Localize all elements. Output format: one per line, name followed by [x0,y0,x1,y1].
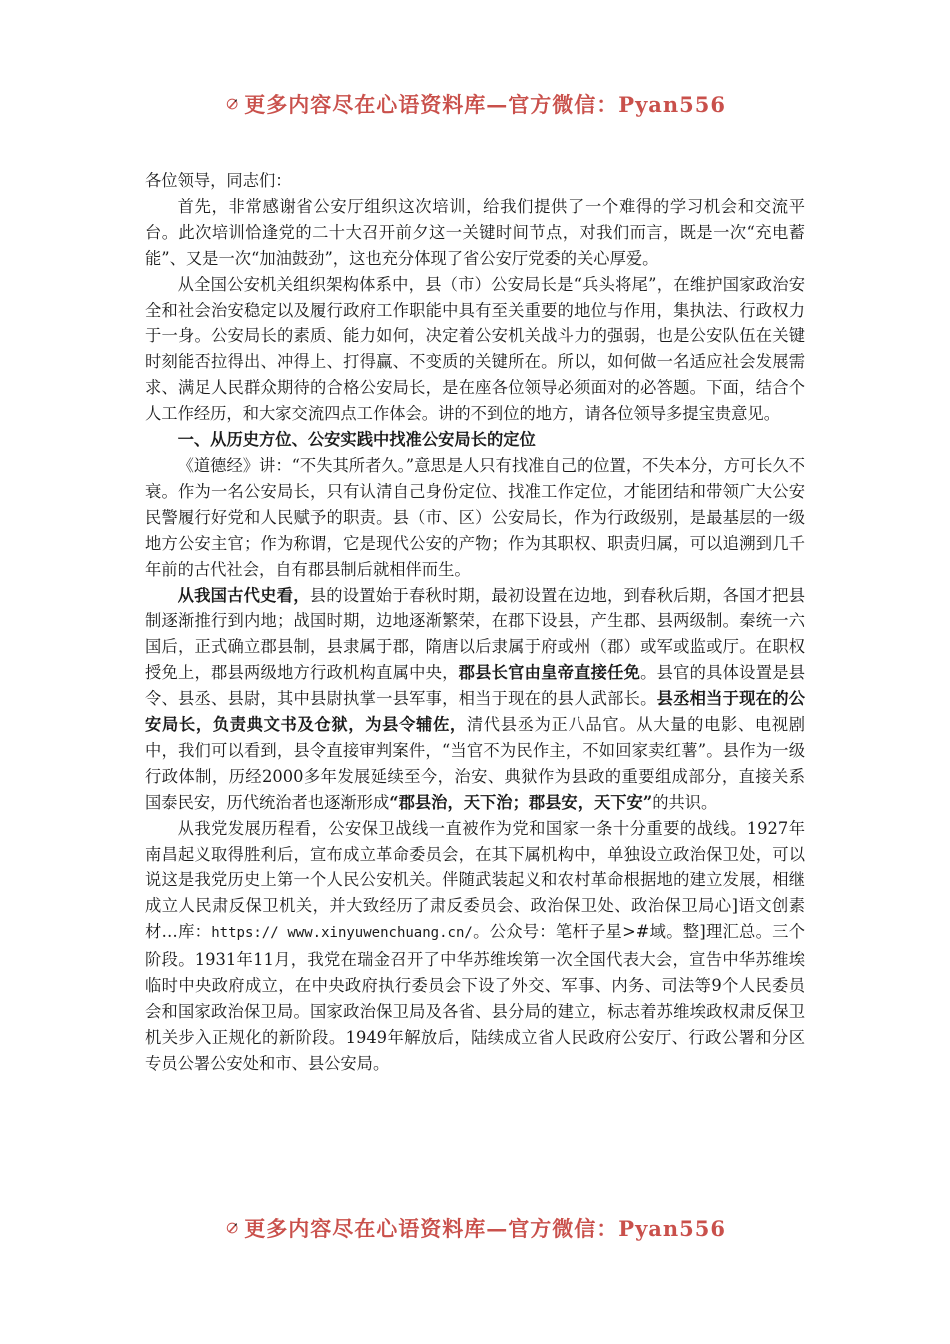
footer-banner [226,1208,726,1248]
brush-logo-icon [226,85,238,123]
paragraph-daodejing: 《道德经》讲：“不失其所者久。”意思是人只有找准自己的位置，不失本分，方可长久不衰。作为一名公安局长，只有认清自己身份定位、找准工作定位，才能团结和带领广大公安民警履行好党和人民赋予的职责。县（市、区）公安局长，作为行政级别，是最基层的一级地方公安主官；作为称谓，它是现代公安的产物；作为其职权、职责归属，可以追溯到几千年前的古代社会，自有郡县制后就相伴而生。 [145,455,805,579]
paragraph-intro: 首先，非常感谢省公安厅组织这次培训，给我们提供了一个难得的学习机会和交流平台。此次培训恰逢党的二十大召开前夕这一关键时间节点，对我们而言，既是一次“充电蓄能”、又是一次“加油鼓劲”，这也充分体现了省公安厅党委的关心厚爱。 [145,196,805,268]
bold-phrase: “郡县治，天下治；郡县安，天下安” [389,792,653,812]
salutation: 各位领导，同志们： [145,171,292,190]
bold-phrase: 郡县长官由皇帝直接任免 [458,663,641,683]
paragraph-role: 从全国公安机关组织架构体系中，县（市）公安局长是“兵头将尾”，在维护国家政治安全和社会治安稳定以及履行政府工作职能中具有至关重要的地位与作用，集执法、行政权力于一身。公安局长的素质、能力如何，决定着公安机关战斗力的强弱，也是公安队伍在关键时刻能否拉得出、冲得上、打得赢、不变质的关键所在。所以，如何做一名适应社会发展需求、满足人民群众期待的合格公安局长，是在座各位领导必须面对的必答题。下面，结合个人工作经历，和大家交流四点工作体会。讲的不到位的地方，请各位领导多提宝贵意见。 [145,274,805,424]
text-run: 从我党发展历程看，公安保卫战线一直被作为党和国家一条十分重要的战线。1927年南昌起义取得胜利后，宣布成立革命委员会，在其下属机构中，单独设立政治保卫处，可以说这是我党历史上第一个人民公安机关。伴随武装起义和农村革命根据地的建立发展，相继成立人民肃反保卫机关，并大致经历了肃反委员会、政治保卫处、政治保卫局心]语文创素材…库： [145,818,805,942]
bold-phrase: 县丞相当于现在的公安局长，负责典文书及仓狱，为县令辅佐， [145,689,805,735]
footer-banner-text: 更多内容尽在心语资料库—官方微信：Pyan556 [244,1216,726,1241]
bold-phrase: 从我国古代史看， [177,585,310,605]
paragraph-ancient-history [145,583,805,816]
text-run: 。公众号：笔杆子星>#域。整]理汇总。三个阶段。1931年11月，我党在瑞金召开了中华苏维埃第一次全国代表大会，宣告中华苏维埃临时中央政府成立，在中央政府执行委员会下设了外交、军事、内务、司法等9个人民委员会和国家政治保卫局。国家政治保卫局及各省、县分局的建立，标志着苏维埃政权肃反保卫机关步入正规化的新阶段。1949年解放后，陆续成立省人民政府公安厅、行政公署和分区专员公署公安处和市、县公安局。 [145,922,806,1073]
paragraph-party-history [145,816,805,1077]
text-run: 清代县丞为正八品官。从大量的电影、电视剧中，我们可以看到，县令直接审判案件，“当官不为民作主，不如回家卖红薯”。县作为一级行政体制，历经2000多年发展延续至今，治安、典狱作为县政的重要组成部分，直接关系国泰民安，历代统治者也逐渐形成 [145,715,805,812]
text-run: 县的设置始于春秋时期，最初设置在边地，到春秋后期，各国才把县制逐渐推行到内地；战国时期，边地逐渐繁荣，在郡下设县，产生郡、县两级制。秦统一六国后，正式确立郡县制，县隶属于郡，隋唐以后隶属于府或州（郡）或军或监或厅。在职权授免上，郡县两级地方行政机构直属中央， [145,585,805,683]
section-heading-1: 一、从历史方位、公安实践中找准公安局长的定位 [177,430,536,450]
header-banner [226,84,726,124]
website-url: https:// www.xinyuwenchuang.cn/ [211,925,473,942]
header-banner-text: 更多内容尽在心语资料库—官方微信：Pyan556 [244,92,726,117]
document-body [145,168,805,1077]
text-run: 的共识。 [652,792,718,812]
text-run: 。县官的具体设置是县令、县丞、县尉，其中县尉执掌一县军事，相当于现在的县人武部长。 [145,663,805,709]
brush-logo-icon [226,1209,238,1247]
